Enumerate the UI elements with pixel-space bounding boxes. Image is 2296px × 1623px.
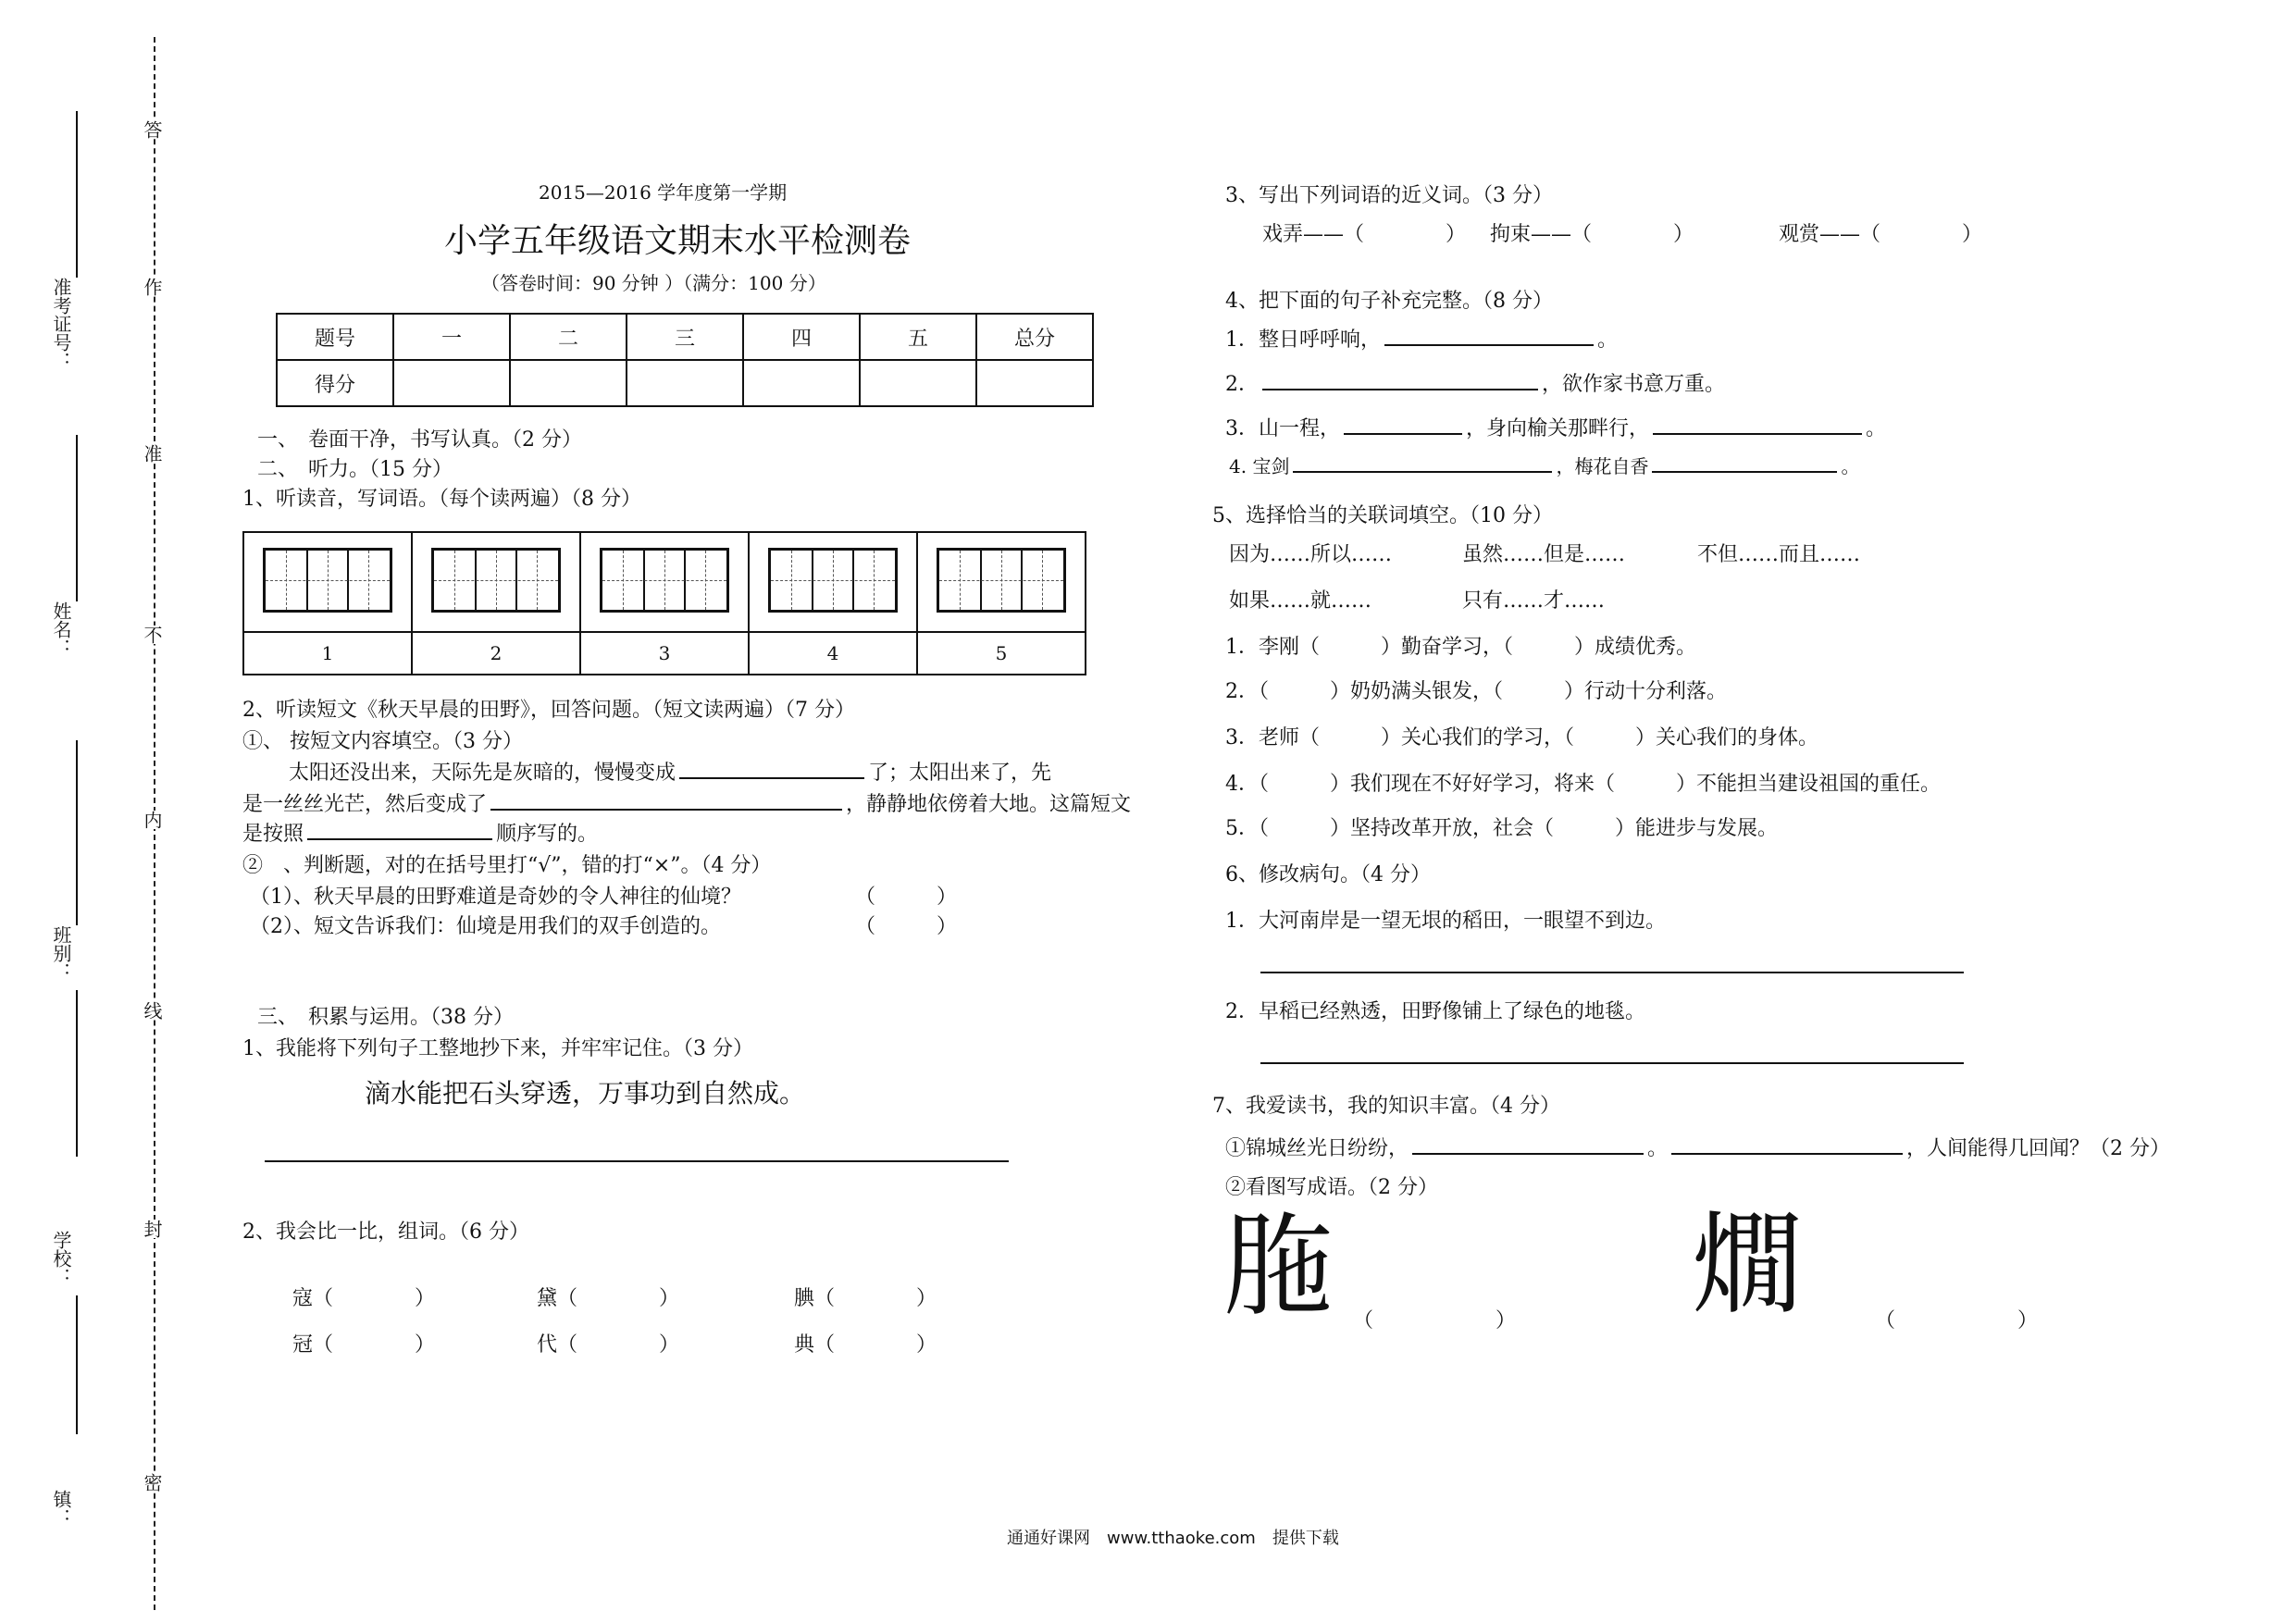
- seal-char: 封: [139, 1220, 166, 1238]
- poem-line: [1225, 1133, 2170, 1161]
- grid-number: 2: [412, 632, 580, 675]
- score-cell[interactable]: [860, 360, 976, 406]
- tianzige-box[interactable]: [937, 548, 1066, 613]
- seal-char: 内: [139, 811, 166, 829]
- answer-grid-cell[interactable]: [243, 532, 412, 632]
- item-text: 3．山一程，: [1225, 417, 1340, 440]
- compare-item[interactable]: 冠（ ）: [292, 1333, 436, 1357]
- judge-item-2: （2）、短文告诉我们：仙境是用我们的双手创造的。: [250, 915, 721, 938]
- score-header-cell: 题号: [277, 314, 393, 360]
- question-3-2: 2、我会比一比，组词。（6 分）: [242, 1220, 529, 1244]
- judge-paren-2[interactable]: （ ）: [855, 915, 958, 938]
- margin-label-name: 姓名：: [50, 601, 72, 657]
- complete-item-2: [1225, 368, 1725, 397]
- margin-label-candidate-no: 准考证号：: [50, 278, 72, 370]
- copy-line[interactable]: [265, 1160, 1009, 1162]
- passage-line-1: [289, 757, 1051, 786]
- conjunction-option: 虽然……但是……: [1462, 543, 1626, 566]
- item-text: 4. 宝剑: [1229, 455, 1290, 477]
- seal-char: 线: [139, 1001, 166, 1020]
- score-cell[interactable]: [510, 360, 627, 406]
- margin-line-1: [76, 111, 78, 278]
- compare-item[interactable]: 腆（ ）: [794, 1287, 937, 1310]
- section-2: 二、 听力。（15 分）: [257, 458, 453, 481]
- score-header-cell: 四: [743, 314, 860, 360]
- answer-grid-cell[interactable]: [412, 532, 580, 632]
- idiom-answer-paren-1[interactable]: （ ）: [1353, 1309, 1517, 1332]
- passage-line-2: [242, 788, 1131, 817]
- blank[interactable]: [1293, 454, 1552, 473]
- exam-info: （答卷时间：90 分钟 ）（满分：100 分）: [481, 272, 826, 294]
- seal-char: 答: [139, 120, 166, 139]
- conjunction-option: 因为……所以……: [1229, 543, 1393, 566]
- blank[interactable]: [307, 822, 492, 840]
- section-1: 一、 卷面干净，书写认真。（2 分）: [257, 428, 582, 452]
- conjunction-option: 如果……就……: [1229, 589, 1372, 613]
- synonym-item[interactable]: 观赏——（ ）: [1779, 223, 1983, 246]
- blank[interactable]: [1262, 372, 1538, 390]
- item-text: 。: [1597, 328, 1619, 352]
- margin-label-town: 镇：: [50, 1490, 72, 1527]
- blank[interactable]: [679, 761, 864, 779]
- question-r5: 5、选择恰当的关联词填空。（10 分）: [1212, 504, 1553, 527]
- blank[interactable]: [490, 792, 842, 811]
- item-text: 1．整日呼呼响，: [1225, 328, 1381, 352]
- grid-number: 1: [243, 632, 412, 675]
- question-3-1: 1、我能将下列句子工整地抄下来，并牢牢记住。（3 分）: [242, 1037, 753, 1060]
- score-cell[interactable]: [393, 360, 510, 406]
- poem-text: ①锦城丝光日纷纷，: [1225, 1137, 1409, 1160]
- question-r7-2: ②看图写成语。（2 分）: [1225, 1176, 1438, 1199]
- question-2-2b: ② 、判断题，对的在括号里打“√”，错的打“×”。（4 分）: [242, 854, 772, 877]
- question-r6: 6、修改病句。（4 分）: [1225, 863, 1431, 886]
- section-3: 三、 积累与运用。（38 分）: [257, 1006, 514, 1029]
- score-cell[interactable]: [627, 360, 743, 406]
- synonym-item[interactable]: 戏弄——（ ）: [1262, 223, 1467, 246]
- item-text: 2．: [1225, 373, 1259, 396]
- blank[interactable]: [1384, 328, 1594, 346]
- score-header-cell: 一: [393, 314, 510, 360]
- compare-item[interactable]: 黛（ ）: [537, 1287, 680, 1310]
- question-2-2a: ①、 按短文内容填空。（3 分）: [242, 730, 523, 753]
- seal-char: 密: [139, 1473, 166, 1492]
- conjunction-item[interactable]: 2．（ ）奶奶满头银发，（ ）行动十分利落。: [1225, 680, 1727, 703]
- seal-char: 作: [139, 278, 166, 296]
- tianzige-box[interactable]: [263, 548, 392, 613]
- passage-text: 了；太阳出来了，先: [868, 762, 1052, 785]
- question-r4: 4、把下面的句子补充完整。（8 分）: [1225, 290, 1553, 313]
- complete-item-1: [1225, 324, 1618, 353]
- tianzige-box[interactable]: [431, 548, 561, 613]
- margin-line-5: [76, 1295, 78, 1434]
- exam-title: 小学五年级语文期末水平检测卷: [444, 222, 912, 260]
- margin-label-school: 学校：: [50, 1231, 72, 1286]
- compare-item[interactable]: 典（ ）: [794, 1333, 937, 1357]
- margin-line-2: [76, 435, 78, 601]
- grid-number: 3: [580, 632, 749, 675]
- passage-text: 是一丝丝光芒，然后变成了: [242, 793, 488, 816]
- margin-label-class: 班别：: [50, 925, 72, 981]
- correction-line-1[interactable]: [1260, 972, 1964, 973]
- tianzige-box[interactable]: [768, 548, 898, 613]
- score-cell[interactable]: [743, 360, 860, 406]
- question-r7: 7、我爱读书，我的知识丰富。（4 分）: [1212, 1095, 1560, 1118]
- conjunction-option: 只有……才……: [1462, 589, 1606, 613]
- tianzige-box[interactable]: [600, 548, 729, 613]
- item-text: 。: [1866, 417, 1887, 440]
- question-2-2: 2、听读短文《秋天早晨的田野》，回答问题。（短文读两遍）（7 分）: [242, 699, 855, 722]
- passage-text: ，静静地依傍着大地。这篇短文: [846, 793, 1132, 816]
- complete-item-3: [1225, 413, 1886, 441]
- conjunction-item[interactable]: 5．（ ）坚持改革开放，社会（ ）能进步与发展。: [1225, 817, 1778, 840]
- item-text: ，欲作家书意万重。: [1542, 373, 1726, 396]
- judge-item-1: （1）、秋天早晨的田野难道是奇妙的令人神往的仙境？: [250, 886, 741, 909]
- question-2-1: 1、听读音，写词语。（每个读两遍）（8 分）: [242, 488, 641, 511]
- copy-sentence: 滴水能把石头穿透，万事功到自然成。: [365, 1078, 806, 1109]
- grid-number: 4: [749, 632, 917, 675]
- conjunction-item[interactable]: 4．（ ）我们现在不好好学习，将来（ ）不能担当建设祖国的重任。: [1225, 773, 1941, 796]
- conjunction-item[interactable]: 1．李刚（ ）勤奋学习，（ ）成绩优秀。: [1225, 636, 1696, 659]
- item-text: ，身向榆关那畔行，: [1466, 417, 1650, 440]
- seal-char: 不: [139, 626, 166, 644]
- passage-line-3: [242, 818, 598, 847]
- footer-watermark: 通通好课网 www.tthaoke.com 提供下载: [1007, 1529, 1339, 1548]
- blank[interactable]: [1412, 1136, 1644, 1155]
- sick-sentence-2: 2．早稻已经熟透，田野像铺上了绿色的地毯。: [1225, 1000, 1645, 1023]
- answer-grid-cell[interactable]: [749, 532, 917, 632]
- poem-text: 。: [1647, 1137, 1669, 1160]
- answer-grid-cell[interactable]: [580, 532, 749, 632]
- score-row-label: 得分: [277, 360, 393, 406]
- exam-term: 2015—2016 学年度第一学期: [539, 181, 788, 204]
- picture-char-1: 胣: [1223, 1203, 1334, 1332]
- score-cell[interactable]: [976, 360, 1093, 406]
- idiom-answer-paren-2[interactable]: （ ）: [1875, 1309, 2039, 1332]
- correction-line-2[interactable]: [1260, 1062, 1964, 1064]
- answer-grid-cell[interactable]: [917, 532, 1086, 632]
- conjunction-item[interactable]: 3．老师（ ）关心我们的学习，（ ）关心我们的身体。: [1225, 726, 1818, 750]
- score-header-cell: 五: [860, 314, 976, 360]
- score-header-cell: 三: [627, 314, 743, 360]
- judge-paren-1[interactable]: （ ）: [855, 886, 958, 909]
- blank[interactable]: [1653, 416, 1862, 435]
- seal-char: 准: [139, 444, 166, 463]
- compare-item[interactable]: 代（ ）: [537, 1333, 680, 1357]
- question-r3: 3、写出下列词语的近义词。（3 分）: [1225, 184, 1553, 207]
- compare-item[interactable]: 寇（ ）: [292, 1287, 436, 1310]
- item-text: ，梅花自香: [1556, 455, 1649, 477]
- passage-text: 太阳还没出来，天际先是灰暗的，慢慢变成: [289, 762, 676, 785]
- margin-line-3: [76, 740, 78, 925]
- score-table: [276, 313, 1094, 407]
- score-header-cell: 总分: [976, 314, 1093, 360]
- blank[interactable]: [1652, 454, 1837, 473]
- margin-line-4: [76, 990, 78, 1157]
- grid-number: 5: [917, 632, 1086, 675]
- passage-text: 是按照: [242, 823, 304, 846]
- blank[interactable]: [1344, 416, 1462, 435]
- complete-item-4: [1229, 452, 1859, 478]
- synonym-item[interactable]: 拘束——（ ）: [1490, 223, 1694, 246]
- passage-text: 顺序写的。: [496, 823, 599, 846]
- conjunction-option: 不但……而且……: [1697, 543, 1861, 566]
- blank[interactable]: [1671, 1136, 1903, 1155]
- picture-char-2: 燗: [1692, 1201, 1803, 1330]
- item-text: 。: [1841, 455, 1860, 477]
- tianzige-table: [242, 531, 1086, 675]
- score-header-cell: 二: [510, 314, 627, 360]
- sick-sentence-1: 1．大河南岸是一望无垠的稻田，一眼望不到边。: [1225, 910, 1666, 933]
- poem-text: ，人间能得几回闻？（2 分）: [1906, 1137, 2171, 1160]
